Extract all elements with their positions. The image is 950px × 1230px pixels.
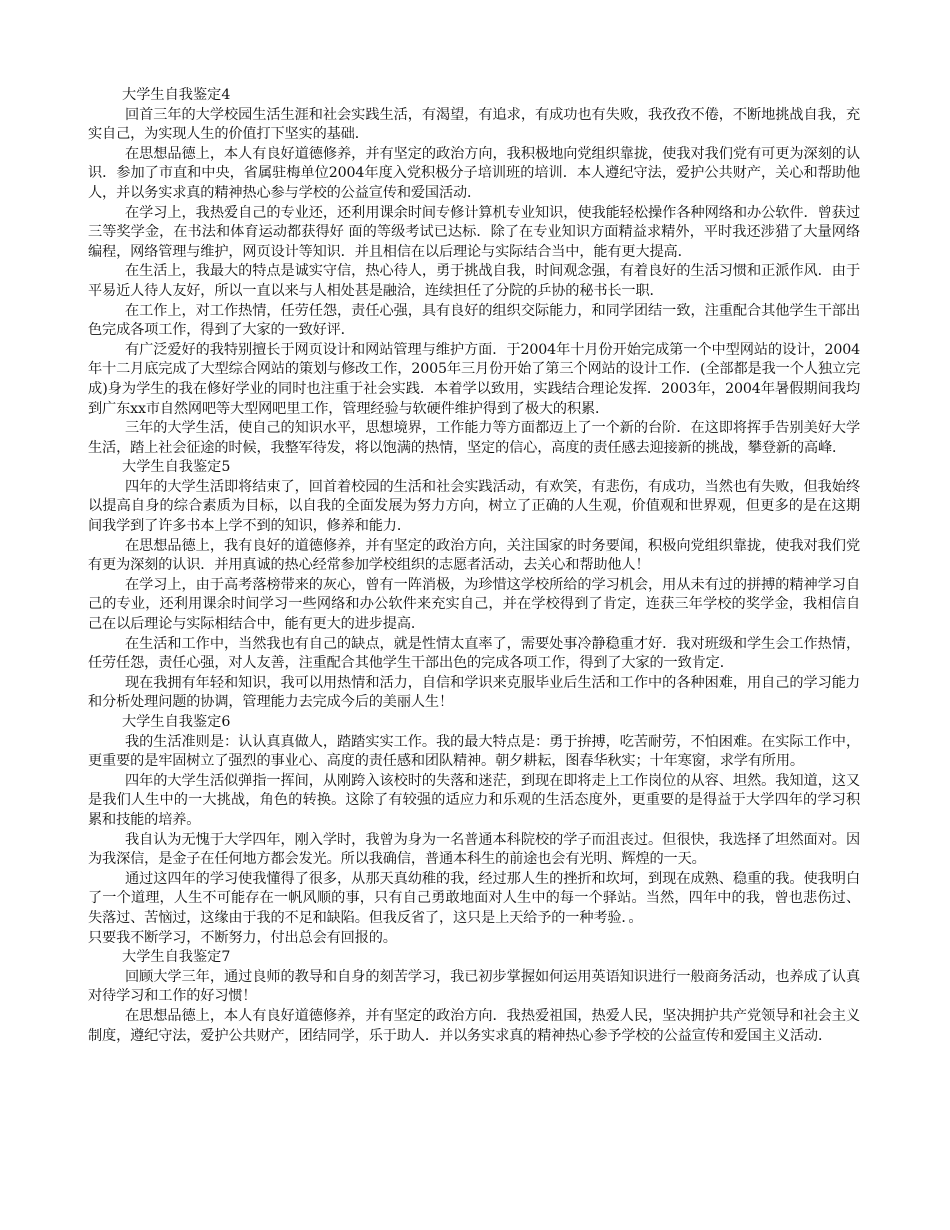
paragraph: 在生活上，我最大的特点是诚实守信，热心待人，勇于挑战自我，时间观念强，有着良好的生活习惯和正派作风．由于平易近人待人友好，所以一直以来与人相处甚是融洽，连续担任了分院的乒协的秘书长一职． bbox=[88, 263, 860, 299]
section-self-evaluation-5 bbox=[88, 458, 860, 713]
section-self-evaluation-7 bbox=[88, 948, 860, 1046]
section-title: 大学生自我鉴定6 bbox=[122, 714, 231, 730]
section-title: 大学生自我鉴定7 bbox=[122, 949, 231, 966]
paragraph: 在生活和工作中，当然我也有自己的缺点，就是性情太直率了，需要处事冷静稳重才好．我对班级和学生会工作热情，任劳任怨，责任心强，对人友善，注重配合其他学生干部出色的完成各项工作，得到了大家的一致肯定． bbox=[88, 635, 860, 672]
paragraph: 在思想品德上，本人有良好道德修养，并有坚定的政治方向，我积极地向党组织靠拢，使我对我们党有可更为深刻的认识．参加了市直和中央，省属驻梅单位2004年度入党积极分子培训班的培训．本人遵纪守法，爱护公共财产，关心和帮助他人，并以务实求真的精神热心参与学校的公益宣传和爱国活动． bbox=[88, 145, 860, 201]
paragraph: 有广泛爱好的我特别擅长于网页设计和网站管理与维护方面．于2004年十月份开始完成第一个中型网站的设计，2004年十二月底完成了大型综合网站的策划与修改工作，2005年三月份开始了第三个网站的设计工作．(全部都是我一个人独立完成)身为学生的我在修好学业的同时也注重于社会实践．本着学以致用，实践结合理论发挥．2003年，2004年暑假期间我均到广东xx市自然网吧等大型网吧里工作，管理经验与软硬件维护得到了极大的积累． bbox=[88, 341, 860, 417]
paragraph: 回顾大学三年，通过良师的教导和自身的刻苦学习，我已初步掌握如何运用英语知识进行一般商务活动，也养成了认真对待学习和工作的好习惯！ bbox=[88, 968, 860, 1005]
paragraph: 在学习上，我热爱自己的专业还，还利用课余时间专修计算机专业知识，使我能轻松操作各种网络和办公软件．曾获过三等奖学金，在书法和体育运动都获得好 面的等级考试已达标．除了在专业知识方面精益求精外，平时我还涉猎了大量网络编程，网络管理与维护，网页设计等知识．并且相信在以后理论与实际结合当中，能有更大提高． bbox=[88, 204, 860, 260]
paragraph: 在思想品德上，本人有良好道德修养，并有坚定的政治方向．我热爱祖国，热爱人民，坚决拥护共产党领导和社会主义制度，遵纪守法，爱护公共财产，团结同学，乐于助人．并以务实求真的精神热心参予学校的公益宣传和爱国主义活动． bbox=[88, 1007, 860, 1044]
section-title: 大学生自我鉴定5 bbox=[122, 459, 231, 476]
paragraph: 现在我拥有年轻和知识，我可以用热情和活力，自信和学识来克服毕业后生活和工作中的各种困难，用自己的学习能力和分析处理问题的协调，管理能力去完成今后的美丽人生！ bbox=[88, 674, 860, 711]
paragraph: 我自认为无愧于大学四年，刚入学时，我曾为身为一名普通本科院校的学子而沮丧过。但很快，我选择了坦然面对。因为我深信，是金子在任何地方都会发光。所以我确信，普通本科生的前途也会有光明、辉煌的一天。 bbox=[88, 831, 860, 868]
section-self-evaluation-4 bbox=[88, 86, 860, 458]
document-body bbox=[88, 86, 860, 1046]
paragraph: 我的生活准则是：认认真真做人，踏踏实实工作。我的最大特点是：勇于拚搏，吃苦耐劳，不怕困难。在实际工作中，更重要的是牢固树立了强烈的事业心、高度的责任感和团队精神。朝夕耕耘，图春华秋实；十年寒窗，求学有所用。 bbox=[88, 733, 860, 770]
section-title: 大学生自我鉴定4 bbox=[122, 87, 231, 103]
paragraph: 回首三年的大学校园生活生涯和社会实践生活，有渴望，有追求，有成功也有失败，我孜孜不倦，不断地挑战自我，充实自己，为实现人生的价值打下坚实的基础． bbox=[88, 106, 860, 143]
trailing-line: 只要我不断学习，不断努力，付出总会有回报的。 bbox=[88, 929, 397, 946]
section-self-evaluation-6 bbox=[88, 713, 860, 948]
paragraph: 在学习上，由于高考落榜带来的灰心，曾有一阵消极，为珍惜这学校所给的学习机会，用从未有过的拼搏的精神学习自己的专业，还利用课余时间学习一些网络和办公软件来充实自己，并在学校得到了肯定，连获三年学校的奖学金，我相信自己在以后理论与实际相结合中，能有更大的进步提高． bbox=[88, 576, 860, 633]
paragraph: 通过这四年的学习使我懂得了很多，从那天真幼稚的我，经过那人生的挫折和坎坷，到现在成熟、稳重的我。使我明白了一个道理，人生不可能存在一帆风顺的事，只有自己勇敢地面对人生中的每一个驿站。当然，四年中的我，曾也悲伤过、失落过、苦恼过，这缘由于我的不足和缺陷。但我反省了，这只是上天给予的一种考验．。 bbox=[88, 870, 860, 926]
paragraph: 四年的大学生活似弹指一挥间，从刚跨入该校时的失落和迷茫，到现在即将走上工作岗位的从容、坦然。我知道，这又是我们人生中的一大挑战，角色的转换。这除了有较强的适应力和乐观的生活态度外，更重要的是得益于大学四年的学习积累和技能的培养。 bbox=[88, 772, 860, 828]
paragraph: 三年的大学生活，使自己的知识水平，思想境界，工作能力等方面都迈上了一个新的台阶．在这即将挥手告别美好大学生活，踏上社会征途的时候，我整军待发，将以饱满的热情，坚定的信心，高度的责任感去迎接新的挑战，攀登新的高峰． bbox=[88, 420, 860, 456]
paragraph: 在工作上，对工作热情，任劳任怨，责任心强，具有良好的组织交际能力，和同学团结一致，注重配合其他学生干部出色完成各项工作，得到了大家的一致好评． bbox=[88, 302, 860, 339]
paragraph: 四年的大学生活即将结束了，回首着校园的生活和社会实践活动，有欢笑，有悲伤，有成功，当然也有失败，但我始终以提高自身的综合素质为目标，以自我的全面发展为努力方向，树立了正确的人生观，价值观和世界观，但更多的是在这期间我学到了许多书本上学不到的知识，修养和能力． bbox=[88, 478, 860, 535]
paragraph: 在思想品德上，我有良好的道德修养，并有坚定的政治方向，关注国家的时务要闻，积极向党组织靠拢，使我对我们党有更为深刻的认识．并用真诚的热心经常参加学校组织的志愿者活动，去关心和帮助他人！ bbox=[88, 537, 860, 574]
